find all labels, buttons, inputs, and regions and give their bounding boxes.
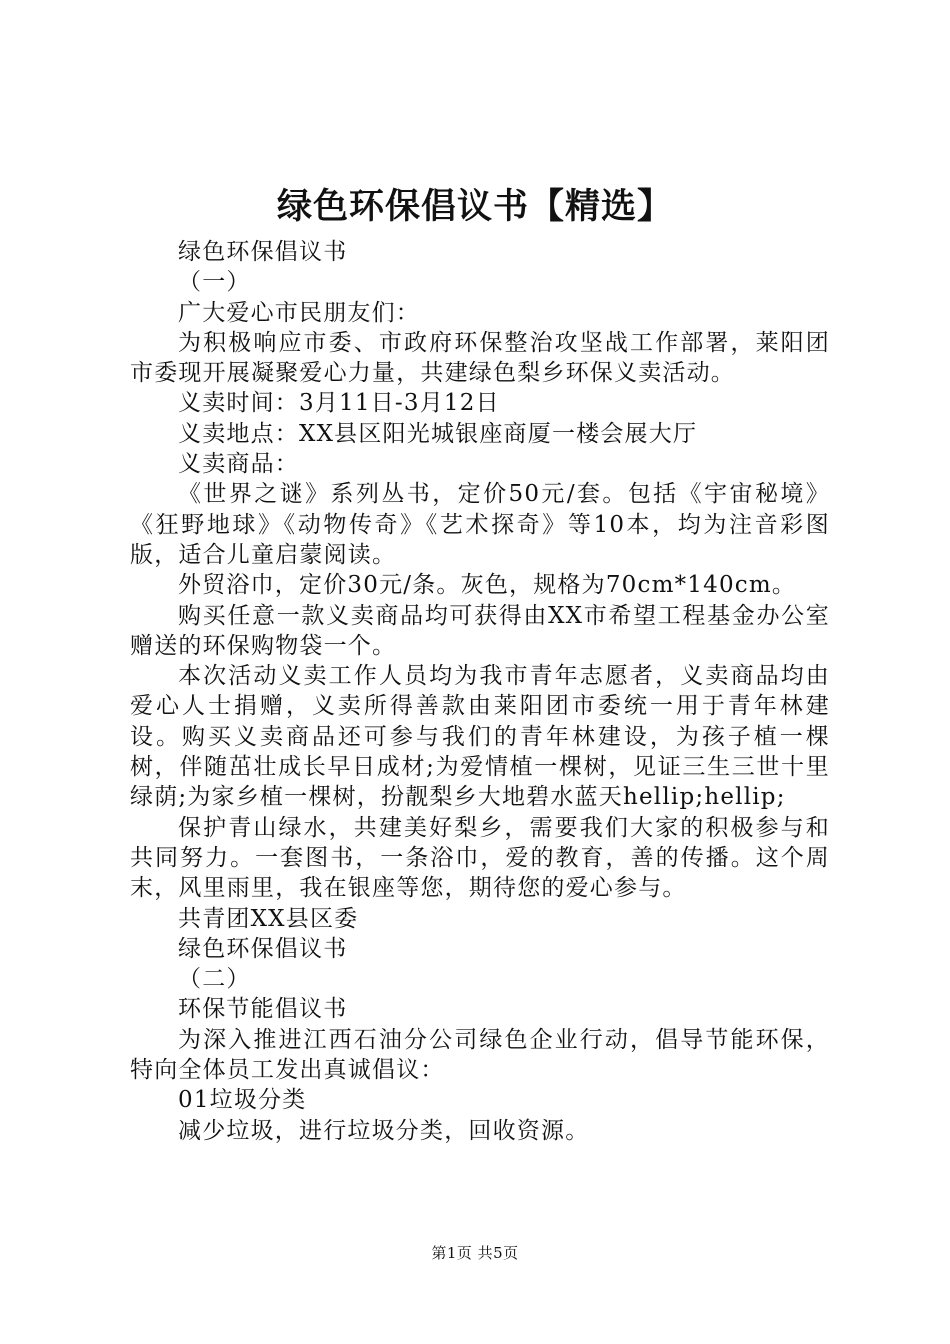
paragraph: 本次活动义卖工作人员均为我市青年志愿者，义卖商品均由爱心人士捐赠，义卖所得善款由莱阳团市委统一用于青年林建设。购买义卖商品还可参与我们的青年林建设，为孩子植一棵树，伴随茁壮成长早日成材;为爱情植一棵树，见证三生三世十里绿荫;为家乡植一棵树，扮靓梨乡大地碧水蓝天hellip;hellip;: [130, 663, 830, 811]
paragraph: （一）: [178, 269, 251, 296]
page-footer: 第1页 共5页: [431, 1244, 519, 1262]
paragraph: 减少垃圾，进行垃圾分类，回收资源。: [178, 1117, 590, 1144]
paragraph: 绿色环保倡议书: [178, 239, 348, 265]
paragraph: 外贸浴巾，定价30元/条。灰色，规格为70cm*140cm。: [178, 572, 797, 599]
paragraph: 义卖地点：XX县区阳光城银座商厦一楼会展大厅: [178, 420, 698, 447]
paragraph: 共青团XX县区委: [178, 905, 359, 932]
paragraph: 《世界之谜》系列丛书，定价50元/套。包括《宇宙秘境》《狂野地球》《动物传奇》《艺术探奇》等10本，均为注音彩图版，适合儿童启蒙阅读。: [130, 481, 830, 568]
document-body: [130, 237, 830, 1146]
paragraph: 保护青山绿水，共建美好梨乡，需要我们大家的积极参与和共同努力。一套图书，一条浴巾，爱的教育，善的传播。这个周末，风里雨里，我在银座等您，期待您的爱心参与。: [130, 814, 830, 902]
paragraph: 为深入推进江西石油分公司绿色企业行动，倡导节能环保，特向全体员工发出真诚倡议：: [130, 1026, 830, 1084]
paragraph: 为积极响应市委、市政府环保整治攻坚战工作部署，莱阳团市委现开展凝聚爱心力量，共建绿色梨乡环保义卖活动。: [130, 329, 830, 387]
paragraph: 环保节能倡议书: [178, 996, 348, 1023]
document-title: 绿色环保倡议书【精选】: [276, 187, 673, 227]
paragraph: 义卖时间：3月11日-3月12日: [178, 390, 500, 417]
paragraph: 广大爱心市民朋友们：: [178, 299, 420, 326]
paragraph: 01垃圾分类: [178, 1087, 307, 1114]
paragraph: 绿色环保倡议书: [178, 935, 348, 962]
paragraph: 购买任意一款义卖商品均可获得由XX市希望工程基金办公室赠送的环保购物袋一个。: [130, 602, 830, 659]
paragraph: 义卖商品：: [178, 451, 299, 478]
paragraph: （二）: [178, 966, 251, 993]
